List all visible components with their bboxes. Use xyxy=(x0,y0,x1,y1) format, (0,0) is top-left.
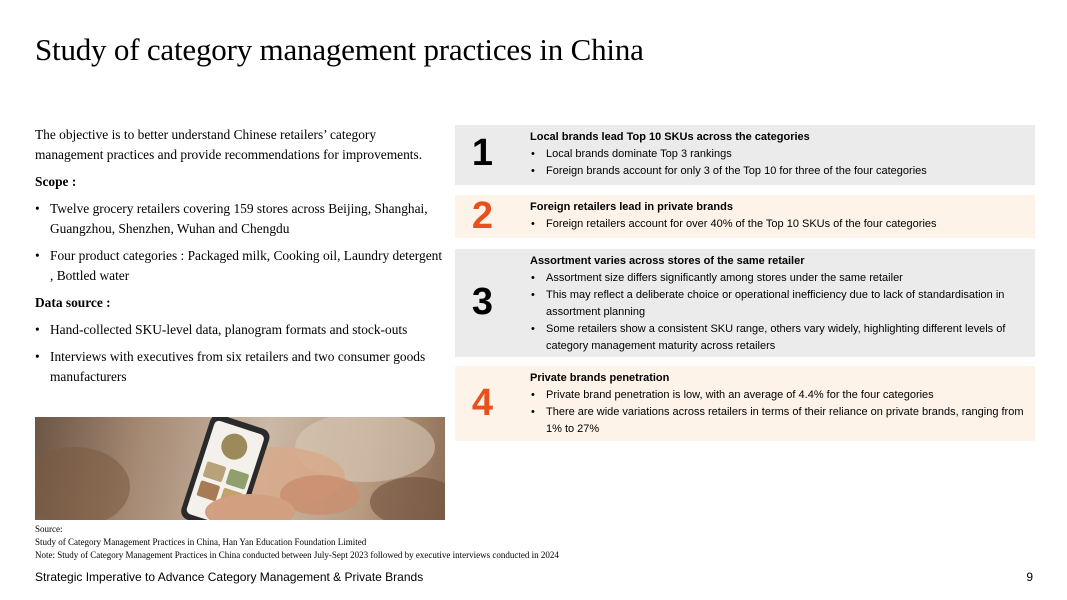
data-source-heading: Data source : xyxy=(35,295,111,310)
photo-illustration xyxy=(35,417,445,520)
finding-number: 2 xyxy=(471,195,494,237)
finding-content xyxy=(530,199,1027,233)
finding-bullet: • Some retailers show a consistent SKU range, others vary widely, highlighting different levels of category management maturity across retailers xyxy=(530,321,1027,355)
finding-content xyxy=(530,129,1027,180)
finding-card-2 xyxy=(455,195,1035,238)
finding-card-3 xyxy=(455,249,1035,357)
smartphone-shopping-photo xyxy=(35,417,445,520)
finding-bullet: • Private brand penetration is low, with an average of 4.4% for the four categories xyxy=(530,387,1027,404)
finding-content xyxy=(530,253,1027,355)
finding-card-4 xyxy=(455,366,1035,441)
finding-bullet: • Foreign brands account for only 3 of the Top 10 for three of the four categories xyxy=(530,163,1027,180)
scope-item: • Four product categories : Packaged milk, Cooking oil, Laundry detergent , Bottled water xyxy=(35,246,447,286)
slide-footer xyxy=(35,570,1033,584)
objective-text: The objective is to better understand Chinese retailers’ category management practices and provide recommendations for improvements. xyxy=(35,127,423,162)
finding-bullet: • Foreign retailers account for over 40% of the Top 10 SKUs of the four categories xyxy=(530,216,1027,233)
finding-bullet: • Local brands dominate Top 3 rankings xyxy=(530,146,1027,163)
footer-text: Strategic Imperative to Advance Category Management & Private Brands xyxy=(35,570,424,584)
objective-section xyxy=(35,125,447,394)
finding-number: 4 xyxy=(471,382,494,424)
finding-bullet: • Assortment size differs significantly among stores under the same retailer xyxy=(530,270,1027,287)
finding-title: Private brands penetration xyxy=(530,372,670,384)
finding-content xyxy=(530,370,1027,438)
finding-number: 3 xyxy=(471,281,494,323)
data-source-list xyxy=(35,320,447,387)
finding-title: Foreign retailers lead in private brands xyxy=(530,201,733,213)
finding-bullet: • This may reflect a deliberate choice or operational inefficiency due to lack of standardisation in assortment planning xyxy=(530,287,1027,321)
note-text: Note: Study of Category Management Practices in China conducted between July-Sept 2023 followed by executive interviews conducted in 2024 xyxy=(35,550,559,560)
data-source-item: • Hand-collected SKU-level data, planogram formats and stock-outs xyxy=(35,320,447,340)
data-source-item: • Interviews with executives from six retailers and two consumer goods manufacturers xyxy=(35,347,447,387)
finding-bullet: • There are wide variations across retailers in terms of their reliance on private brands, ranging from 1% to 27% xyxy=(530,404,1027,438)
source-text: Study of Category Management Practices in China, Han Yan Education Foundation Limited xyxy=(35,537,367,547)
finding-title: Assortment varies across stores of the same retailer xyxy=(530,255,805,267)
footnotes xyxy=(35,523,559,562)
source-label: Source: xyxy=(35,524,63,534)
finding-card-1 xyxy=(455,125,1035,185)
finding-title: Local brands lead Top 10 SKUs across the categories xyxy=(530,131,810,143)
finding-number: 1 xyxy=(471,132,494,174)
page-title: Study of category management practices in China xyxy=(35,32,644,67)
scope-heading: Scope : xyxy=(35,174,77,189)
scope-list xyxy=(35,199,447,286)
page-number: 9 xyxy=(1026,570,1033,584)
scope-item: • Twelve grocery retailers covering 159 stores across Beijing, Shanghai, Guangzhou, Shenzhen, Wuhan and Chengdu xyxy=(35,199,447,239)
